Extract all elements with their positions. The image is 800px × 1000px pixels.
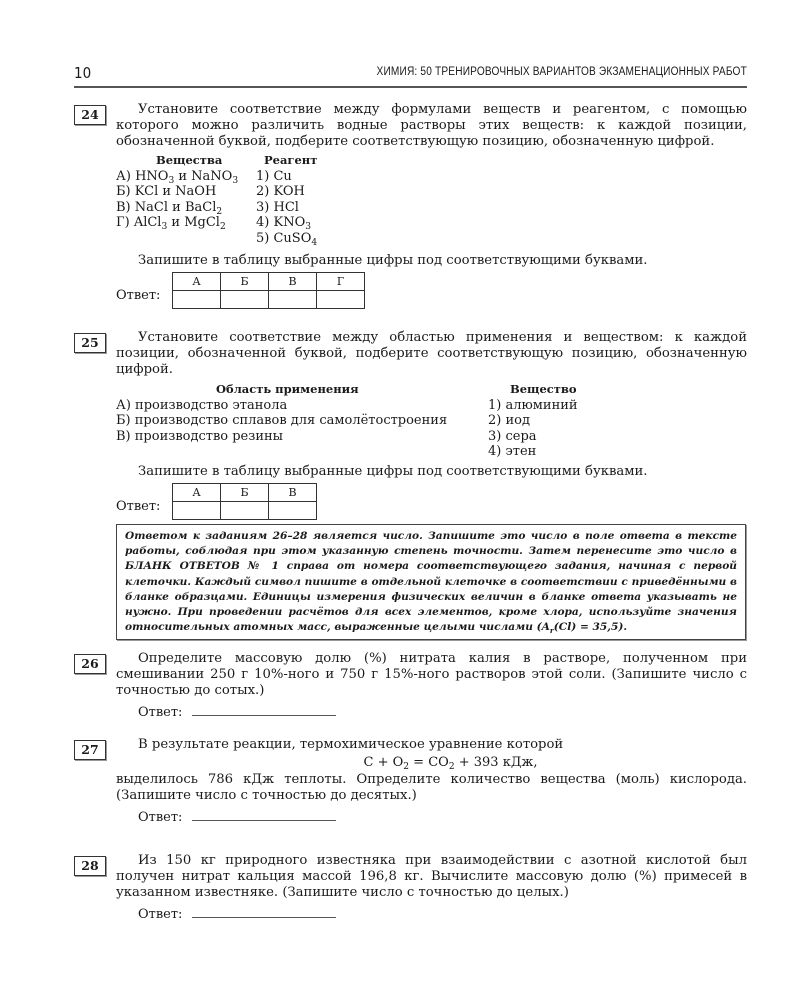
running-title: ХИМИЯ: 50 ТРЕНИРОВОЧНЫХ ВАРИАНТОВ ЭКЗАМЕНАЦИОННЫХ РАБОТ	[376, 66, 747, 78]
subscript: 2	[216, 206, 223, 217]
task-text-continued: выделилось 786 кДж теплоты. Определите количество вещества (моль) кислорода. (Запишите число с точностью до десятых.)	[116, 772, 747, 803]
answer-cell-input[interactable]	[221, 290, 269, 308]
substance-item: 3) сера	[488, 428, 537, 444]
column-header: Вещества	[156, 153, 223, 167]
equation-part: + 393 кДж,	[454, 755, 538, 770]
column-header: Вещество	[510, 382, 577, 396]
task-25	[74, 330, 747, 520]
matching-columns	[116, 153, 747, 247]
reagent-item: 4) $KNO_3$	[256, 215, 312, 233]
thermochemical-equation	[74, 755, 747, 770]
reagent-item: 1) Cu	[256, 168, 292, 184]
substance-item: 1) алюминий	[488, 397, 578, 413]
application-item: А) производство этанола	[116, 397, 288, 413]
answer-column-letter: В	[269, 483, 317, 501]
answer-column-letter: Б	[221, 272, 269, 290]
matching-columns	[116, 382, 747, 460]
left-column	[116, 153, 256, 247]
notice-text: Ответом к заданиям 26–28 является число. Запишите это число в поле ответа в тексте работы, соблюдая при этом указанную степень точности. Затем перенесите это число в БЛАНК ОТВЕТОВ № 1 справа от номера соответствующего задания, начиная с первой клеточки. Каждый символ пишите в отдельной клеточке в соответствии с приведёнными в бланке образцами. Единицы измерения физических величин в бланке ответа указывать не нужно. При проведении расчётов для всех элементов, кроме хлора, используйте значения относительных атомных масс, выраженные целыми числами (A	[125, 530, 737, 634]
answer-table-row	[116, 272, 747, 309]
task-number-box: 27	[74, 740, 106, 760]
notice-text-end: (Cl) = 35,5).	[553, 621, 628, 634]
task-text: Определите массовую долю (%) нитрата калия в растворе, полученном при смешивании 250 г 10%-ного и 750 г 15%-ного растворов этой соли. (Запишите число с точностью до сотых.)	[116, 651, 747, 698]
subscript: 3	[232, 175, 239, 186]
answer-field-row	[138, 808, 747, 825]
answer-cell-input[interactable]	[173, 290, 221, 308]
answer-label: Ответ:	[138, 705, 183, 720]
equation-part: C + O	[363, 755, 404, 770]
task-number-box: 26	[74, 654, 106, 674]
task-text: Установите соответствие между формулами веществ и реагентом, с помощью которого можно различить водные растворы этих веществ: к каждой позиции, обозначенной буквой, подберите соответствующую позицию, обозначенную цифрой.	[116, 102, 747, 149]
subscript: 3	[168, 175, 175, 186]
substance-pair-item: Б) KCl и NaOH	[116, 184, 217, 200]
substance-item: 2) иод	[488, 413, 530, 429]
answer-table	[172, 483, 317, 520]
column-header: Реагент	[264, 153, 318, 167]
answer-cell-input[interactable]	[269, 501, 317, 519]
substance-pair-item: В) NaCl и BaCl$_2$	[116, 199, 223, 217]
answer-input[interactable]	[192, 905, 336, 918]
instructions-notice	[116, 524, 746, 640]
equation-sub: 2	[403, 762, 410, 772]
answer-cell-input[interactable]	[317, 290, 365, 308]
page-number: 10	[74, 64, 92, 82]
reagent-item: 3) HCl	[256, 199, 299, 215]
answer-column-letter: А	[173, 483, 221, 501]
task-text: Из 150 кг природного известняка при взаимодействии с азотной кислотой был получен нитрат кальция массой 196,8 кг. Вычислите массовую долю (%) примесей в указанном известняке. (Запишите число с точностью до целых.)	[116, 853, 747, 900]
answer-table-row	[116, 483, 747, 520]
answer-label: Ответ:	[138, 810, 183, 825]
substance-item: 4) этен	[488, 444, 537, 460]
reagent-item: 2) KOH	[256, 184, 305, 200]
answer-column-letter: Б	[221, 483, 269, 501]
application-item: В) производство резины	[116, 428, 284, 444]
answer-column-letter: А	[173, 272, 221, 290]
answer-input[interactable]	[192, 703, 336, 716]
answer-cell-input[interactable]	[173, 501, 221, 519]
substance-pair-item: А) $HNO_3$ и NaNO$_3$	[116, 168, 239, 186]
answer-field-row	[138, 703, 747, 720]
task-number-box: 25	[74, 333, 106, 353]
task-text: В результате реакции, термохимическое уравнение которой	[138, 737, 564, 752]
task-text: Установите соответствие между областью применения и веществом: к каждой позиции, обозначенной буквой, подберите соответствующую позицию, обозначенную цифрой.	[116, 330, 747, 377]
task-24	[74, 102, 747, 309]
answer-field-row	[138, 905, 747, 922]
subscript: 3	[161, 222, 168, 233]
answer-table	[172, 272, 365, 309]
task-number-box: 24	[74, 105, 106, 125]
task-26	[74, 651, 747, 720]
subscript: 2	[219, 222, 226, 233]
answer-column-letter: В	[269, 272, 317, 290]
table-instruction: Запишите в таблицу выбранные цифры под соответствующими буквами.	[138, 463, 648, 479]
answer-input[interactable]	[192, 808, 336, 821]
column-header: Область применения	[216, 382, 359, 396]
task-27	[74, 737, 747, 825]
notice-sub: r	[549, 626, 554, 636]
answer-column-letter: Г	[317, 272, 365, 290]
equation-sub: 2	[448, 762, 455, 772]
answer-cell-input[interactable]	[269, 290, 317, 308]
answer-label: Ответ:	[138, 907, 183, 922]
table-instruction: Запишите в таблицу выбранные цифры под соответствующими буквами.	[138, 252, 648, 268]
subscript: 4	[311, 237, 318, 248]
subscript: 3	[305, 222, 312, 233]
answer-cell-input[interactable]	[221, 501, 269, 519]
answer-label: Ответ:	[116, 498, 161, 514]
task-number-box: 28	[74, 856, 106, 876]
left-column	[116, 382, 488, 460]
right-column	[256, 153, 317, 247]
answer-label: Ответ:	[116, 287, 161, 303]
reagent-item: 5) CuSO$_4$	[256, 230, 318, 248]
right-column	[488, 382, 578, 460]
substance-pair-item: Г) AlCl$_3$ и MgCl$_2$	[116, 215, 226, 233]
application-item: Б) производство сплавов для самолётостроения	[116, 413, 448, 429]
page-header	[74, 64, 747, 88]
equation-part: = CO	[409, 755, 449, 770]
task-28	[74, 853, 747, 922]
